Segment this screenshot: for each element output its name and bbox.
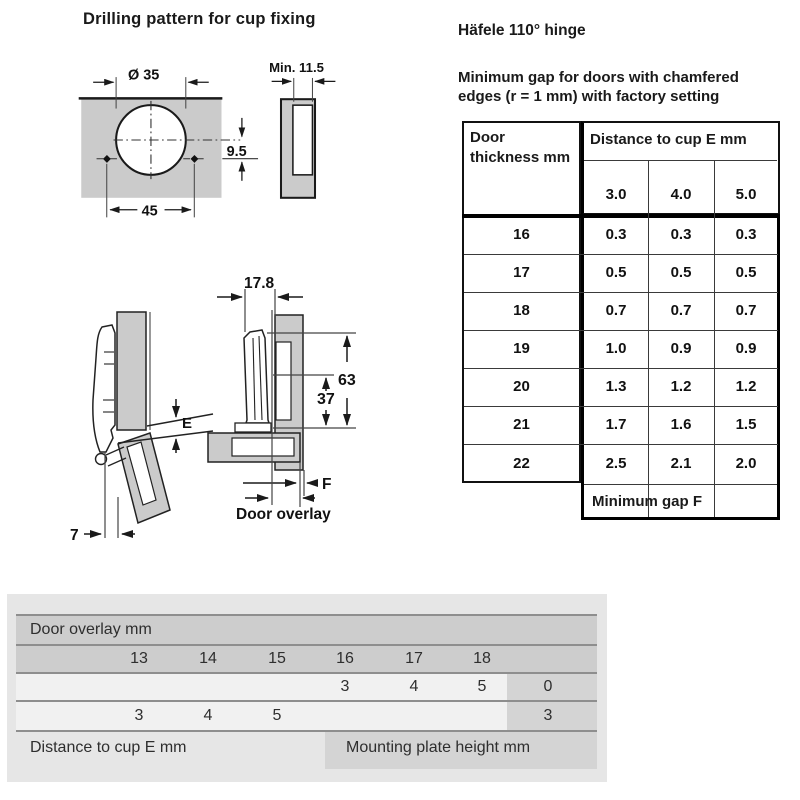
overlay-15: 15: [268, 650, 286, 667]
cell: 1.2: [670, 378, 692, 395]
gap-table: [462, 121, 780, 520]
dim-gap-f: F: [322, 476, 332, 493]
hinge-body: [93, 325, 115, 452]
cell: 0.3: [670, 226, 692, 243]
front-view: [79, 68, 258, 220]
dim-cup-distance: 17.8: [244, 275, 275, 292]
subtitle-line-2: edges (r = 1 mm) with factory setting: [458, 88, 720, 105]
cell: 2.0: [735, 455, 757, 472]
gap-table-thick-divider: [462, 214, 780, 218]
cup-drilling-depth: [293, 105, 313, 175]
dim-diameter: Ø 35: [127, 67, 160, 84]
row-b-value: 5: [272, 707, 282, 724]
dim-offset: 9.5: [226, 144, 247, 161]
row-b-value: 4: [203, 707, 213, 724]
cell: 1.6: [670, 416, 692, 433]
door-21: 21: [513, 416, 530, 433]
hinge-cross-sections: [50, 265, 390, 545]
footer-distance-label: Distance to cup E mm: [30, 739, 187, 756]
closed-hinge-body: [244, 330, 269, 423]
cell: 0.9: [670, 340, 692, 357]
overlay-16: 16: [336, 650, 354, 667]
sub-header-3.0: 3.0: [605, 186, 627, 203]
cell: 0.5: [735, 264, 757, 281]
cell: 1.7: [605, 416, 627, 433]
col-header-door-thickness: Door thickness mm: [470, 129, 571, 166]
overlay-17: 17: [405, 650, 423, 667]
mounting-plate: [232, 438, 294, 456]
drilling-title: Drilling pattern for cup fixing: [83, 10, 316, 28]
open-hinge-view: [70, 312, 213, 544]
door-overlay-label: Door overlay: [236, 506, 331, 523]
cell: 0.3: [735, 226, 757, 243]
overlay-values-band: [16, 644, 597, 672]
row-a-value: 4: [409, 678, 419, 695]
row-b-plate: 3: [543, 707, 553, 724]
cell: 0.5: [670, 264, 692, 281]
subtitle-line-1: Minimum gap for doors with chamfered: [458, 69, 739, 86]
door-16: 16: [513, 226, 530, 243]
dim-hole-spacing: 45: [141, 203, 158, 220]
dim-total-height: 63: [338, 372, 356, 389]
embedded-cup: [276, 342, 291, 420]
dim-cup-height: 37: [317, 391, 335, 408]
cell: 2.1: [670, 455, 692, 472]
footer-mounting-label: Mounting plate height mm: [346, 739, 531, 756]
drilling-pattern-diagram: [60, 40, 400, 240]
cell: 0.7: [735, 302, 757, 319]
cell: 1.0: [605, 340, 627, 357]
cell: 0.5: [605, 264, 627, 281]
overlay-14: 14: [199, 650, 217, 667]
door-19: 19: [513, 340, 530, 357]
cell: 1.2: [735, 378, 757, 395]
cell: 0.7: [605, 302, 627, 319]
cell: 1.5: [735, 416, 757, 433]
door-17: 17: [513, 264, 530, 281]
overlay-18: 18: [473, 650, 491, 667]
hinge-foot: [235, 423, 271, 432]
row-b-value: 3: [134, 707, 144, 724]
cell: 0.3: [605, 226, 627, 243]
cell: 0.9: [735, 340, 757, 357]
dim-gap-e: E: [182, 415, 193, 432]
dim-min-depth: Min. 11.5: [269, 60, 324, 75]
row-a-value: 3: [340, 678, 350, 695]
sub-header-4.0: 4.0: [670, 186, 692, 203]
door-20: 20: [513, 378, 530, 395]
row-a-plate: 0: [543, 678, 553, 695]
dim-door-edge: 7: [70, 527, 79, 544]
overlay-table-panel: [7, 594, 607, 782]
col-header-distance: Distance to cup E mm: [590, 131, 747, 148]
door-18: 18: [513, 302, 530, 319]
sub-header-5.0: 5.0: [735, 186, 757, 203]
door-22: 22: [513, 455, 530, 472]
overlay-header: Door overlay mm: [30, 621, 152, 638]
overlay-13: 13: [130, 650, 148, 667]
cell: 0.7: [670, 302, 692, 319]
product-title: Häfele 110° hinge: [458, 22, 586, 39]
row-a-value: 5: [477, 678, 487, 695]
cell: 2.5: [605, 455, 627, 472]
closed-hinge-view: [208, 275, 356, 523]
cell: 1.3: [605, 378, 627, 395]
cabinet-panel: [117, 312, 146, 430]
gap-table-footer: Minimum gap F: [592, 493, 702, 510]
side-view: [269, 60, 335, 198]
